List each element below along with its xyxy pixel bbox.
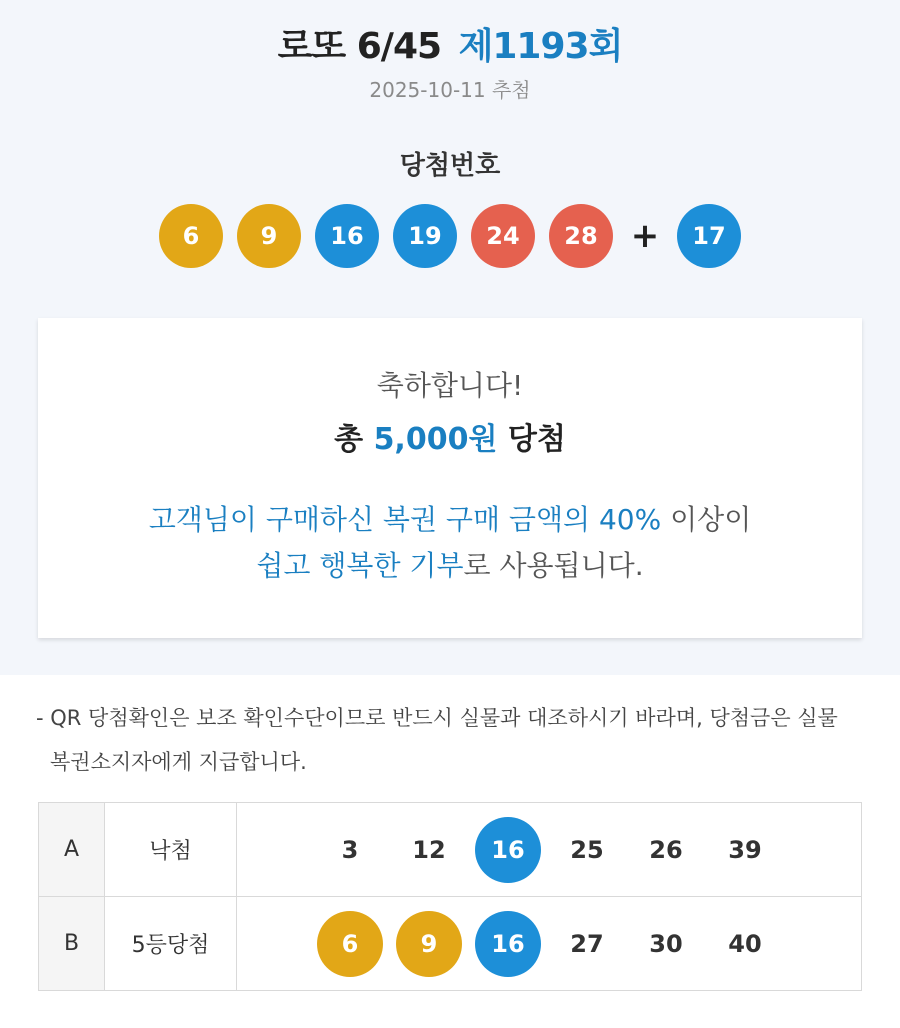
game-result: 5등당첨: [105, 897, 237, 991]
winning-numbers-label: 당첨번호: [399, 151, 501, 181]
ticket-number: 40: [728, 929, 762, 958]
winning-ball: 6: [159, 204, 223, 268]
ticket-number: 26: [649, 835, 683, 864]
draw-date: 2025-10-11 추첨: [369, 78, 531, 102]
ticket-results-table: [38, 802, 862, 991]
winning-ball: 19: [393, 204, 457, 268]
ticket-number-matched: 6: [317, 911, 383, 977]
donation-note-line2: [38, 544, 862, 584]
total-prize: [38, 414, 862, 458]
ticket-number-matched: 9: [396, 911, 462, 977]
game-numbers: [237, 803, 862, 897]
total-prefix: 총: [334, 422, 364, 457]
winning-ball: 16: [315, 204, 379, 268]
result-card: [38, 318, 862, 638]
ticket-number-matched: 16: [475, 911, 541, 977]
game-result: 낙첨: [105, 803, 237, 897]
winning-numbers: [0, 204, 900, 268]
disclaimer-line1: - QR 당첨확인은 보조 확인수단이므로 반드시 실물과 대조하시기 바라며, 당첨금은 실물: [36, 706, 838, 730]
table-row: [39, 897, 862, 991]
lotto-title: 로또 6/45: [277, 26, 442, 67]
table-row: [39, 803, 862, 897]
ticket-number: 27: [570, 929, 604, 958]
ticket-number: 30: [649, 929, 683, 958]
donation-rest-1: 이상이: [661, 503, 752, 536]
ticket-number: 3: [341, 835, 359, 864]
winning-ball: 9: [237, 204, 301, 268]
donation-highlight-2: 쉽고 행복한 기부: [256, 549, 464, 582]
ticket-number: 39: [728, 835, 762, 864]
ticket-number-matched: 16: [475, 817, 541, 883]
game-label: A: [39, 803, 105, 897]
game-label: B: [39, 897, 105, 991]
prize-amount: 5,000원: [373, 422, 498, 457]
round-number: 제1193회: [458, 26, 623, 67]
game-numbers: [237, 897, 862, 991]
page-title: [0, 18, 900, 69]
disclaimer-line2: 복권소지자에게 지급합니다.: [50, 750, 307, 774]
winning-ball: 28: [549, 204, 613, 268]
donation-highlight-1: 고객님이 구매하신 복권 구매 금액의 40%: [148, 503, 662, 536]
congrats-text: 축하합니다!: [376, 369, 524, 402]
ticket-number: 12: [412, 835, 446, 864]
ticket-number: 25: [570, 835, 604, 864]
plus-sign: +: [630, 216, 660, 256]
bonus-ball: 17: [677, 204, 741, 268]
winning-ball: 24: [471, 204, 535, 268]
donation-rest-2: 로 사용됩니다.: [463, 549, 644, 582]
total-suffix: 당첨: [507, 422, 566, 457]
qr-disclaimer: [36, 696, 866, 784]
donation-note-line1: [38, 498, 862, 538]
